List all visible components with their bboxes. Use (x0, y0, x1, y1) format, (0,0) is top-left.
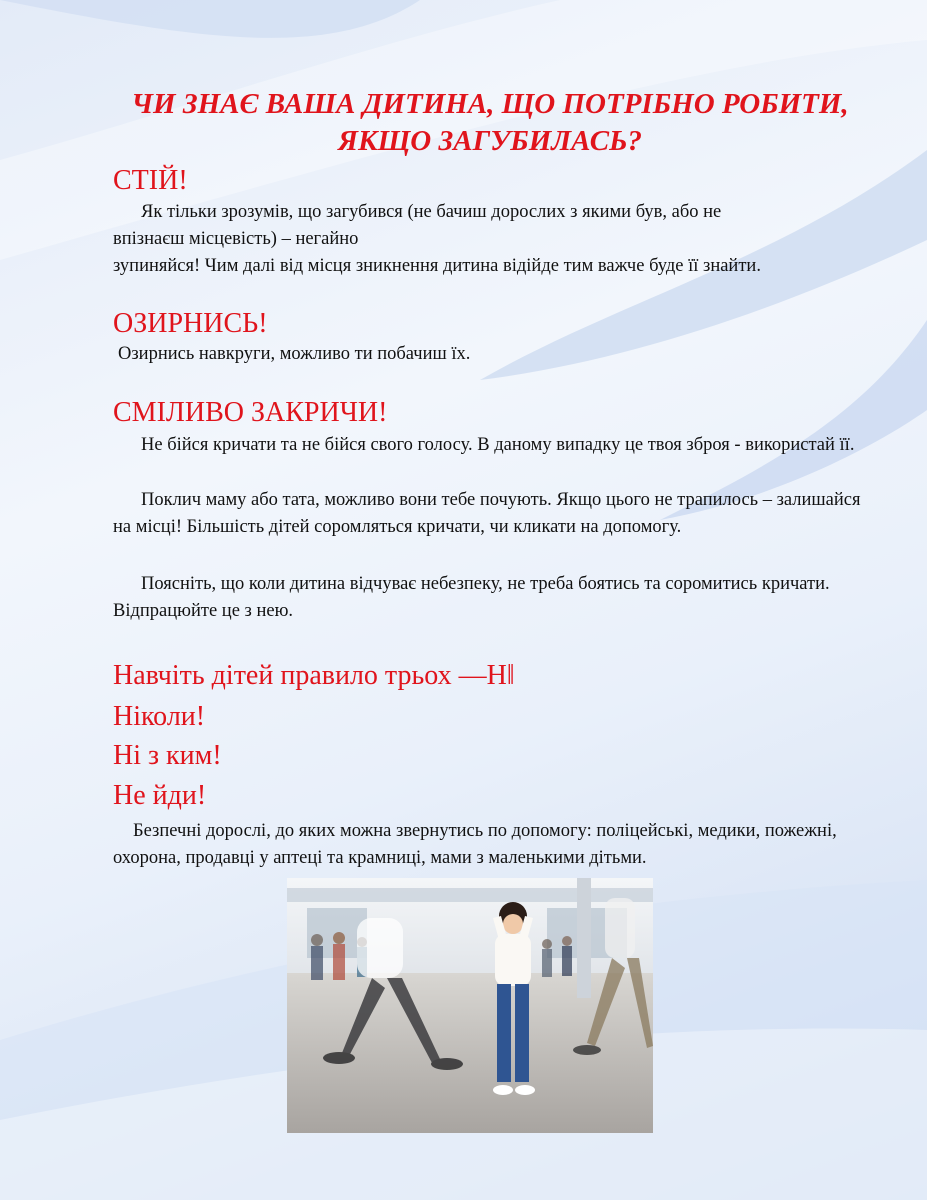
heading-shout: СМІЛИВО ЗАКРИЧИ! (113, 397, 388, 428)
look-paragraph: Озирнись навкруги, можливо ти побачиш їх. (118, 344, 471, 364)
heading-three-no-rule: Навчіть дітей правило трьох ―Н‖ (113, 660, 515, 691)
stop-paragraph (113, 199, 863, 280)
rule-item-dont-go: Не йди! (113, 780, 207, 811)
page-title (100, 86, 880, 160)
shout-paragraph-3: Поясніть, що коли дитина відчуває небезпеку, не треба боятись та соромитись кричати. Відпрацюйте це з нею. (113, 574, 830, 621)
rule-item-no-one: Ні з ким! (113, 740, 222, 771)
stop-line-3: зупиняйся! Чим далі від місця зникнення дитина відійде тим важче буде її знайти. (113, 256, 761, 276)
shout-paragraph-1: Не бійся кричати та не бійся свого голосу. В даному випадку це твоя зброя - використай її. (141, 435, 855, 455)
safe-adults-paragraph: Безпечні дорослі, до яких можна звернутись по допомогу: поліцейські, медики, пожежні, охорона, продавці у аптеці та крамниці, мами з маленькими дітьми. (113, 821, 837, 868)
stop-line-1: Як тільки зрозумів, що загубився (не бачиш дорослих з якими був, або не (141, 202, 722, 222)
rule-item-never: Ніколи! (113, 701, 206, 732)
stop-line-2: впізнаєш місцевість) – негайно (113, 229, 359, 249)
lost-child-photo (287, 878, 653, 1133)
title-line-2: ЯКЩО ЗАГУБИЛАСЬ? (337, 125, 642, 157)
title-line-1: ЧИ ЗНАЄ ВАША ДИТИНА, ЩО ПОТРІБНО РОБИТИ, (131, 88, 849, 120)
shout-paragraph-2: Поклич маму або тата, можливо вони тебе почують. Якщо цього не трапилось – залишайся на місці! Більшість дітей соромляться кричати, чи кликати на допомогу. (113, 490, 861, 537)
heading-stop: СТІЙ! (113, 165, 188, 196)
lost-child-illustration (287, 878, 653, 1133)
heading-look-around: ОЗИРНИСЬ! (113, 308, 268, 339)
